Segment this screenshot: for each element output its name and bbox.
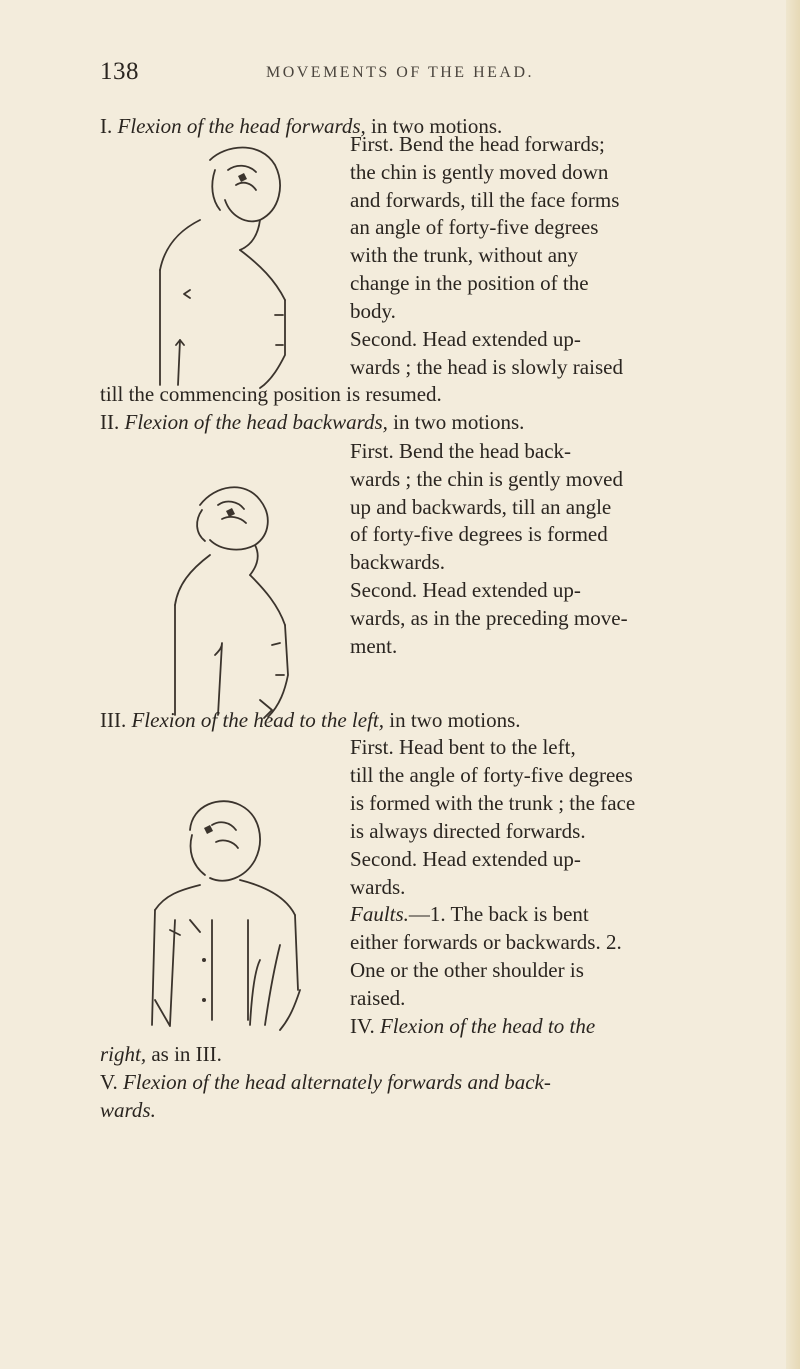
section-3-faults-line-4: raised.	[350, 986, 406, 1010]
section-5-title-cont: wards.	[100, 1098, 156, 1122]
figure-flexion-backwards	[160, 475, 340, 720]
section-5-continuation	[100, 1096, 156, 1124]
section-1-line-5: with the trunk, without any	[350, 243, 579, 267]
section-1-numeral: I.	[100, 114, 113, 138]
section-4-rest: as in III.	[146, 1042, 222, 1066]
section-2-line-1: First. Bend the head back-	[350, 439, 572, 463]
section-2-line-8: ment.	[350, 634, 398, 658]
section-2-rest: in two motions.	[387, 410, 525, 434]
section-2-title: Flexion of the head backwards,	[124, 410, 388, 434]
section-1-line-4: an angle of forty-five degrees	[350, 215, 599, 239]
section-1-line-2: the chin is gently moved down	[350, 160, 609, 184]
section-3-faults-line-1	[350, 900, 589, 928]
section-1-line-1: First. Bend the head forwards;	[350, 132, 605, 156]
section-3-line-1: First. Head bent to the left,	[350, 735, 576, 759]
section-2-numeral: II.	[100, 410, 120, 434]
section-3-line-5: Second. Head extended up-	[350, 847, 581, 871]
section-1-line-6: change in the position of the	[350, 271, 589, 295]
section-5-title: Flexion of the head alternately forwards and back-	[122, 1070, 551, 1094]
page-number: 138	[100, 58, 139, 85]
section-2-line-6: Second. Head extended up-	[350, 578, 581, 602]
section-2-line-3: up and backwards, till an angle	[350, 495, 612, 519]
figure-flexion-left-drawing	[130, 790, 330, 1035]
section-2-line-2: wards ; the chin is gently moved	[350, 467, 623, 491]
section-2-line-4: of forty-five degrees is formed	[350, 522, 608, 546]
section-4-heading	[350, 1012, 595, 1040]
faults-text-1: —1. The back is bent	[408, 902, 589, 926]
section-3-faults-line-2: either forwards or backwards. 2.	[350, 930, 622, 954]
section-2-line-7: wards, as in the preceding move-	[350, 606, 628, 630]
section-3-title: Flexion of the head to the left,	[131, 708, 384, 732]
section-5-numeral: V.	[100, 1070, 118, 1094]
section-1-title: Flexion of the head forwards,	[117, 114, 366, 138]
section-3-line-2: till the angle of forty-five degrees	[350, 763, 633, 787]
section-3-line-6: wards.	[350, 875, 406, 899]
figure-flexion-left	[130, 790, 330, 1035]
section-3-numeral: III.	[100, 708, 127, 732]
faults-label: Faults.	[350, 902, 409, 926]
section-5-heading	[100, 1068, 551, 1096]
section-3-faults-line-3: One or the other shoulder is	[350, 958, 584, 982]
section-3-line-3: is formed with the trunk ; the face	[350, 791, 636, 815]
running-title: MOVEMENTS OF THE HEAD.	[265, 64, 535, 81]
figure-flexion-forwards-drawing	[140, 140, 340, 390]
section-2-line-5: backwards.	[350, 550, 446, 574]
section-4-continuation	[100, 1040, 222, 1068]
section-1-line-8: Second. Head extended up-	[350, 327, 581, 351]
section-1-continuation: till the commencing position is resumed.	[100, 382, 442, 406]
section-3-rest: in two motions.	[384, 708, 521, 732]
figure-flexion-backwards-drawing	[160, 475, 340, 720]
section-1-line-7: body.	[350, 299, 396, 323]
figure-flexion-forwards	[140, 140, 340, 390]
section-2-heading	[100, 408, 524, 436]
section-4-title: Flexion of the head to the	[379, 1014, 596, 1038]
section-3-line-4: is always directed forwards.	[350, 819, 586, 843]
section-1-rest: in two motions.	[365, 114, 503, 138]
page-header	[0, 58, 800, 98]
section-4-numeral: IV.	[350, 1014, 375, 1038]
page-edge	[786, 0, 800, 1369]
section-1-line-9: wards ; the head is slowly raised	[350, 355, 623, 379]
section-4-title-cont: right,	[100, 1042, 147, 1066]
section-1-line-3: and forwards, till the face forms	[350, 188, 620, 212]
section-3-heading	[100, 706, 521, 734]
